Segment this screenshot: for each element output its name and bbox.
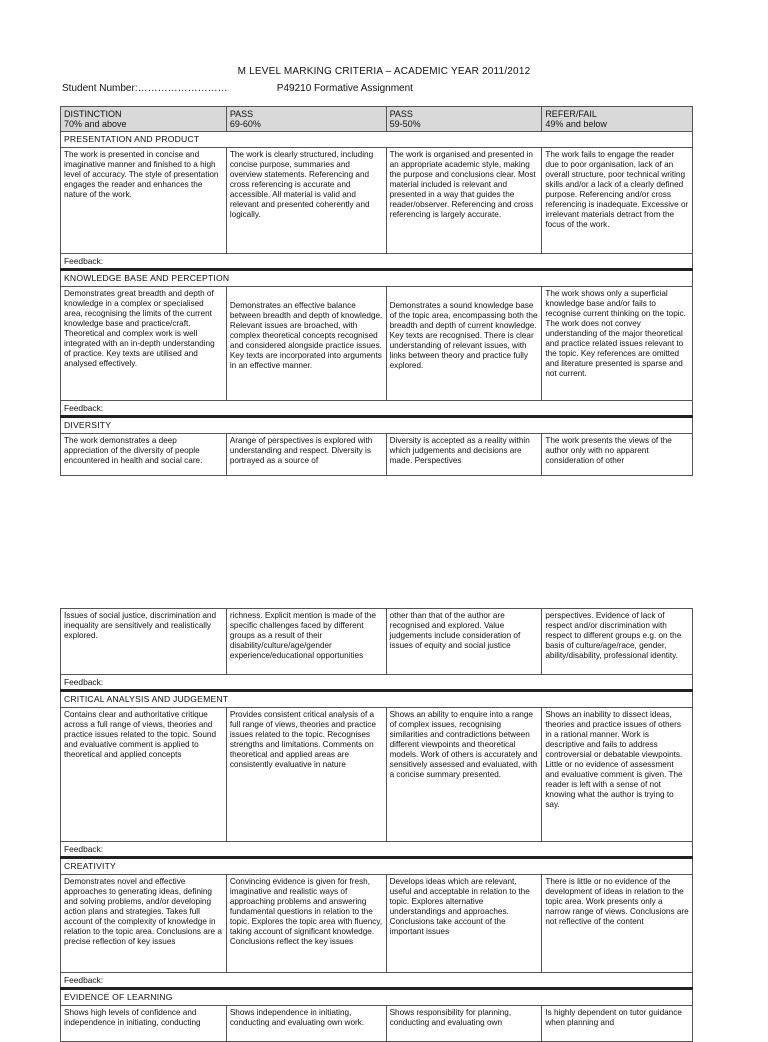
student-number-label: Student Number:……………………… <box>62 83 228 94</box>
criteria-row-diversity <box>61 434 693 476</box>
criteria-cell: Arange of perspectives is explored with understanding and respect. Diversity is portrayed as a source of <box>226 434 386 476</box>
grade-header-row <box>61 107 693 132</box>
criteria-cell: Convincing evidence is given for fresh, imaginative and realistic ways of approaching problems and answering fundamental questions in relation to the topic. Explores the topic area with fluency, taking account of significant knowledge. Conclusions reflect the key issues <box>226 875 386 973</box>
grade-name: DISTINCTION <box>64 109 122 119</box>
header-pass-low <box>386 107 542 132</box>
criteria-cell: The work is clearly structured, including concise purpose, summaries and overview statements. Referencing and cross referencing is accurate and accessible. All material is valid and relevant and presented coherently and logically. <box>226 148 386 254</box>
criteria-row-critical <box>61 708 693 842</box>
criteria-cell: Provides consistent critical analysis of a full range of views, theories and practice issues related to the topic. Recognises strengths and limitations. Comments on theoretical and applied areas are consistently evaluative in nature <box>226 708 386 842</box>
criteria-cell: Shows responsibility for planning, conducting and evaluating own <box>386 1006 542 1042</box>
feedback-row <box>61 973 693 989</box>
criteria-cell: Is highly dependent on tutor guidance when planning and <box>542 1006 693 1042</box>
header-distinction <box>61 107 227 132</box>
criteria-row-presentation <box>61 148 693 254</box>
criteria-cell: Shows independence in initiating, conducting and evaluating own work. <box>226 1006 386 1042</box>
marking-criteria-table <box>60 106 693 476</box>
section-title-creativity: CREATIVITY <box>61 858 693 875</box>
grade-range: 70% and above <box>64 119 127 129</box>
section-title-row <box>61 691 693 708</box>
feedback-row <box>61 842 693 858</box>
section-title-evidence: EVIDENCE OF LEARNING <box>61 989 693 1006</box>
section-title-presentation: PRESENTATION AND PRODUCT <box>61 132 693 148</box>
criteria-cell: other than that of the author are recognised and explored. Value judgements include consideration of issues of equity and social justice <box>386 609 542 675</box>
feedback-label: Feedback: <box>61 973 693 989</box>
criteria-cell: The work shows only a superficial knowledge base and/or fails to recognise current thinking on the topic. The work does not convey understanding of the major theoretical and practice related issues relevant to the topic. Key references are omitted and literature presented is sparse and not current. <box>542 287 693 401</box>
section-title-row <box>61 989 693 1006</box>
feedback-row <box>61 254 693 270</box>
student-info-line <box>62 83 413 94</box>
criteria-cell: Shows high levels of confidence and independence in initiating, conducting <box>61 1006 227 1042</box>
assignment-code: P49210 Formative Assignment <box>276 83 413 94</box>
criteria-cell: The work demonstrates a deep appreciation of the diversity of people encountered in health and social care. <box>61 434 227 476</box>
grade-name: REFER/FAIL <box>545 109 597 119</box>
marking-criteria-table-continued <box>60 608 693 1042</box>
feedback-label: Feedback: <box>61 254 693 270</box>
grade-range: 49% and below <box>545 119 607 129</box>
section-title-row <box>61 270 693 287</box>
criteria-cell: The work presents the views of the author only with no apparent consideration of other <box>542 434 693 476</box>
criteria-row-diversity-continued <box>61 609 693 675</box>
feedback-label: Feedback: <box>61 401 693 417</box>
criteria-cell: perspectives. Evidence of lack of respect and/or discrimination with respect to different groups e.g. on the basis of culture/age/race, gender, ability/disability, professional identity. <box>542 609 693 675</box>
feedback-label: Feedback: <box>61 675 693 691</box>
criteria-cell: Shows an inability to dissect ideas, theories and practice issues of others in a rational manner. Work is descriptive and fails to address controversial or debatable viewpoints. Little or no evidence of assessment and evaluative comment is given. The reader is left with a sense of not knowing what the author is trying to say. <box>542 708 693 842</box>
criteria-cell: The work is presented in concise and imaginative manner and finished to a high level of accuracy. The style of presentation engages the reader and enhances the nature of the work. <box>61 148 227 254</box>
criteria-cell: Demonstrates great breadth and depth of knowledge in a complex or specialised area, recognising the limits of the current knowledge base and practice/craft. Theoretical and complex work is well integrated with an in-depth understanding of practice. Key texts are utilised and analysed effectively. <box>61 287 227 401</box>
grade-range: 59-50% <box>389 119 421 129</box>
feedback-row <box>61 675 693 691</box>
criteria-cell: Demonstrates an effective balance between breadth and depth of knowledge. Relevant issues are broached, with complex theoretical concepts recognised and considered alongside practice issues. Key texts are incorporated into arguments in an effective manner. <box>226 287 386 401</box>
criteria-cell: Demonstrates a sound knowledge base of the topic area, encompassing both the breadth and depth of current knowledge. Key texts are recognised. There is clear understanding of relevant issues, with links between theory and practice fully explored. <box>386 287 542 401</box>
criteria-cell: Issues of social justice, discrimination and inequality are sensitively and realistically explored. <box>61 609 227 675</box>
criteria-cell: The work fails to engage the reader due to poor organisation, lack of an overall structure, poor technical writing skills and/or a lack of a clearly defined purpose. Referencing and/or cross referencing is inadequate. Excessive or irrelevant materials detract from the focus of the work. <box>542 148 693 254</box>
criteria-cell: Demonstrates novel and effective approaches to generating ideas, defining and solving problems, and/or developing action plans and strategies. Takes full account of the complexity of knowledge in relation to the topic area. Conclusions are a precise reflection of key issues <box>61 875 227 973</box>
criteria-cell: richness. Explicit mention is made of the specific challenges faced by different groups as a result of their disability/culture/age/gender experience/educational opportunities <box>226 609 386 675</box>
criteria-cell: Contains clear and authoritative critique across a full range of views, theories and practice issues related to the topic. Sound and evaluative comment is applied to theoretical and applied concepts <box>61 708 227 842</box>
grade-range: 69-60% <box>229 119 261 129</box>
document-title: M LEVEL MARKING CRITERIA – ACADEMIC YEAR 2011/2012 <box>237 66 531 77</box>
criteria-row-creativity <box>61 875 693 973</box>
criteria-cell: Shows an ability to enquire into a range of complex issues, recognising similarities and contradictions between different viewpoints and theoretical models. Work of others is accurately and sensitively assessed and evaluated, with a concise summary presented. <box>386 708 542 842</box>
criteria-cell: Diversity is accepted as a reality within which judgements and decisions are made. Perspectives <box>386 434 542 476</box>
feedback-label: Feedback: <box>61 842 693 858</box>
criteria-cell: There is little or no evidence of the development of ideas in relation to the topic area. Work presents only a narrow range of views. Conclusions are not reflective of the content <box>542 875 693 973</box>
section-title-row <box>61 417 693 434</box>
header-refer-fail <box>542 107 693 132</box>
feedback-row <box>61 401 693 417</box>
criteria-row-knowledge <box>61 287 693 401</box>
section-title-diversity: DIVERSITY <box>61 417 693 434</box>
section-title-critical: CRITICAL ANALYSIS AND JUDGEMENT <box>61 691 693 708</box>
criteria-cell: The work is organised and presented in an appropriate academic style, making the purpose and conclusions clear. Most material included is relevant and presented in a way that guides the reader/observer. Referencing and cross referencing is largely accurate. <box>386 148 542 254</box>
grade-name: PASS <box>389 109 413 119</box>
section-title-row <box>61 132 693 148</box>
header-pass-high <box>226 107 386 132</box>
grade-name: PASS <box>229 109 254 119</box>
section-title-row <box>61 858 693 875</box>
section-title-knowledge: KNOWLEDGE BASE AND PERCEPTION <box>61 270 693 287</box>
criteria-cell: Develops ideas which are relevant, useful and acceptable in relation to the topic. Explores alternative understandings and approaches. Conclusions take account of the important issues <box>386 875 542 973</box>
